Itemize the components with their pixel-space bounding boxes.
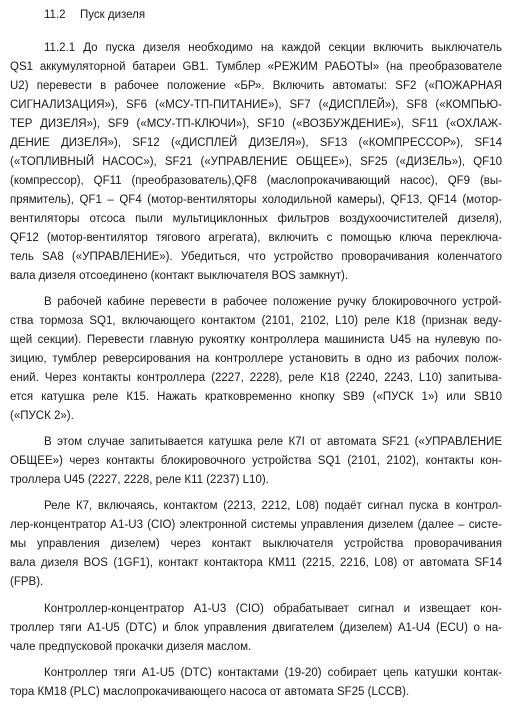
paragraph-line: (компрессор), QF11 (преобразователь),QF8 (маслопрокачивающий насос), QF9 (вы-: [10, 175, 502, 187]
paragraph-line: QS1 аккумуляторной батареи GB1. Тумблер «РЕЖИМ РАБОТЫ» (на преобразователе: [10, 61, 502, 73]
paragraph-line: 11.2.1 До пуска дизеля необходимо на каждой секции включить выключатель: [44, 42, 502, 54]
paragraph-line: В этом случае запитывается катушка реле К7І от автомата SF21 («УПРАВЛЕНИЕ: [44, 436, 502, 448]
paragraph-line: В рабочей кабине перевести в рабочее положение ручку блокировочного устрой-: [44, 296, 502, 308]
section-heading: [44, 8, 145, 22]
paragraph-line: ется катушка реле К15. Нажать кратковременно кнопку SB9 («ПУСК 1») или SB10: [10, 391, 502, 403]
paragraph-line: лер-концентратор A1-U3 (CIO) электронной системы управления дизелем (далее – систе-: [10, 519, 502, 531]
paragraph-line: ТЕР ДИЗЕЛЯ»), SF9 («МСУ-ТП-КЛЮЧИ»), SF10 («ВОЗБУЖДЕНИЕ»), SF11 («ОХЛАЖ-: [10, 118, 502, 130]
paragraph-line: Контроллер тяги A1-U5 (DTC) контактами (19-20) собирает цепь катушки контак-: [44, 667, 502, 679]
paragraph-line: СИГНАЛИЗАЦИЯ»), SF6 («МСУ-ТП-ПИТАНИЕ»), SF7 («ДИСПЛЕЙ»), SF8 («КОМПЬЮ-: [10, 99, 502, 111]
paragraph-line: Реле К7, включаясь, контактом (2213, 2212, L08) подаёт сигнал пуска в контрол-: [44, 500, 502, 512]
paragraph-line: чале предпусковой прокачки дизеля маслом.: [10, 641, 252, 653]
paragraph-line: тель SA8 («УПРАВЛЕНИЕ»). Убедиться, что устройство проворачивания коленчатого: [10, 251, 502, 263]
section-number: 11.2: [44, 9, 66, 21]
paragraph-line: мы управления дизелем) через контакт выключателя устройства проворачивания: [10, 538, 502, 550]
paragraph-line: U2) перевести в рабочее положение «БР». Включить автоматы: SF2 («ПОЖАРНАЯ: [10, 80, 502, 92]
paragraph-line: прямитель), QF1 – QF4 (мотор-вентиляторы холодильной камеры), QF13, QF14 (мотор-: [10, 194, 502, 206]
paragraph-line: вентиляторы отсоса пыли мультициклонных фильтров воздухоочистителей дизеля),: [10, 213, 502, 225]
paragraph-line: Контроллер-концентратор A1-U3 (CIO) обрабатывает сигнал и извещает кон-: [44, 603, 502, 615]
paragraph-line: («ТОПЛИВНЫЙ НАСОС»), SF21 («УПРАВЛЕНИЕ ОБЩЕЕ»), SF25 («ДИЗЕЛЬ»), QF10: [10, 156, 502, 168]
paragraph-line: зицию, тумблер реверсирования на контроллере установить в одно из рабочих полож-: [10, 353, 502, 365]
paragraph-line: вала дизеля BOS (1GF1), контакт контактора КМ11 (2215, 2216, L08) от автомата SF14: [10, 557, 502, 569]
paragraph-line: («ПУСК 2»).: [10, 410, 74, 422]
paragraph-line: ОБЩЕЕ») через контакты блокировочного устройства SQ1 (2101, 2102), контакты кон-: [10, 455, 502, 467]
paragraph-line: вала дизеля отсоединено (контакт выключателя BOS замкнут).: [10, 270, 349, 282]
paragraph-line: ДЕНИЕ ДИЗЕЛЯ»), SF12 («ДИСПЛЕЙ ДИЗЕЛЯ»), SF13 («КОМПРЕССОР»), SF14: [10, 137, 502, 149]
paragraph-line: троллера U45 (2227, 2228, реле К11 (2237) L10).: [10, 474, 269, 486]
paragraph-line: щей секции). Перевести главную рукоятку контроллера машиниста U45 на нулевую по-: [10, 334, 502, 346]
section-title: Пуск дизеля: [80, 9, 146, 21]
paragraph-line: QF12 (мотор-вентилятор тягового агрегата), включить с помощью ключа переключа-: [10, 232, 502, 244]
paragraph-line: ства тормоза SQ1, включающего контактом (2101, 2102, L10) реле К18 (признак веду-: [10, 315, 502, 327]
paragraph-line: троллер тяги A1-U5 (DTC) и блок управления двигателем (дизелем) A1-U4 (ECU) о на-: [10, 622, 502, 634]
paragraph-line: ений. Через контакты контроллера (2227, 2228), реле К18 (2240, 2243, L10) запитыва-: [10, 372, 502, 384]
paragraph-line: тора КМ18 (PLC) маслопрокачивающего насоса от автомата SF25 (LCCB).: [10, 686, 410, 698]
paragraph-line: (FPB).: [10, 576, 44, 588]
